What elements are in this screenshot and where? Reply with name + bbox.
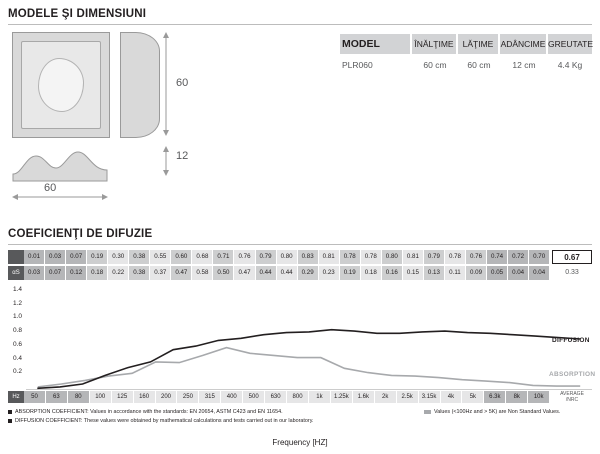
- frequency-cell: 8k: [506, 391, 528, 403]
- average-header: [552, 391, 592, 403]
- diffusion-value-cell: 0.76: [466, 250, 487, 264]
- footnote-diffusion: [8, 418, 314, 424]
- diffusion-value-cell: 0.68: [192, 250, 213, 264]
- product-side-shape: [120, 32, 160, 138]
- diffusion-value-cell: 0.83: [298, 250, 319, 264]
- model-cell-weight: 4.4 Kg: [557, 60, 583, 70]
- frequency-cell: 250: [177, 391, 199, 403]
- diffusion-value-cell: 0.30: [108, 250, 129, 264]
- footnote-diffusion-text: DIFFUSION COEFFICIENT: These values were obtained by mathematical calculations and tests carried out in our laboratory.: [15, 418, 314, 424]
- dimension-width-arrow: [12, 192, 108, 202]
- diffusion-value-cell: 0.74: [487, 250, 508, 264]
- diffusion-value-cell: 0.38: [129, 250, 150, 264]
- divider-coefficients: [8, 244, 592, 245]
- diffusion-value-cell: 0.76: [234, 250, 255, 264]
- frequency-cell: 1k: [309, 391, 331, 403]
- absorption-value-cell: 0.38: [129, 266, 150, 280]
- x-axis-title: Frequency [HZ]: [272, 438, 328, 447]
- absorption-cells: [24, 266, 550, 280]
- absorption-value-cell: 0.19: [340, 266, 361, 280]
- absorption-value-cell: 0.11: [445, 266, 466, 280]
- frequency-cell: 160: [134, 391, 156, 403]
- graph-curves-svg: [26, 284, 592, 390]
- footnote-absorption: [8, 409, 283, 415]
- dimension-depth-label: 12: [176, 150, 189, 162]
- diffusion-value-cell: 0.81: [403, 250, 424, 264]
- model-table: [340, 34, 592, 76]
- diffusion-value-cell: 0.07: [66, 250, 87, 264]
- absorption-row-label: αS: [8, 266, 24, 280]
- absorption-value-cell: 0.16: [382, 266, 403, 280]
- diffusion-value-cell: 0.71: [213, 250, 234, 264]
- diffusion-values-row: [8, 250, 592, 264]
- footnote-nonstandard: [424, 409, 560, 415]
- model-cell-width: 60 cm: [467, 60, 491, 70]
- diffusion-row-label: [8, 250, 24, 264]
- frequency-cell: 200: [156, 391, 178, 403]
- frequency-cell: 1.6k: [353, 391, 375, 403]
- absorption-value-cell: 0.12: [66, 266, 87, 280]
- diffusion-value-cell: 0.70: [529, 250, 550, 264]
- frequency-cell: 100: [90, 391, 112, 403]
- model-cell-height: 60 cm: [423, 60, 447, 70]
- frequency-cell: 400: [221, 391, 243, 403]
- product-side-view: [120, 32, 158, 136]
- diffusion-value-cell: 0.72: [508, 250, 529, 264]
- product-front-surface: [38, 58, 84, 112]
- y-axis-tick: 1.0: [12, 313, 22, 321]
- absorption-value-cell: 0.03: [24, 266, 45, 280]
- average-header-line2: /NRC: [565, 397, 579, 403]
- diffusion-value-cell: 0.80: [277, 250, 298, 264]
- absorption-value-cell: 0.23: [319, 266, 340, 280]
- diffusion-average: 0.67: [552, 250, 592, 264]
- absorption-value-cell: 0.15: [403, 266, 424, 280]
- diffusion-value-cell: 0.01: [24, 250, 45, 264]
- square-marker-icon: [8, 410, 12, 414]
- y-axis-tick: 1.4: [12, 286, 22, 293]
- absorption-value-cell: 0.05: [487, 266, 508, 280]
- coefficient-tables: [8, 250, 592, 282]
- table-row: [340, 54, 592, 76]
- diffusion-value-cell: 0.78: [340, 250, 361, 264]
- average-header-line1: AVERAGE: [560, 391, 584, 397]
- y-axis-tick: 0.6: [12, 340, 22, 348]
- diffusion-value-cell: 0.03: [45, 250, 66, 264]
- model-cell-name: PLR060: [342, 60, 373, 70]
- frequency-cell: 63: [46, 391, 68, 403]
- divider-models: [8, 24, 592, 25]
- frequency-cell: 2.5k: [397, 391, 419, 403]
- diffusion-value-cell: 0.79: [424, 250, 445, 264]
- absorption-value-cell: 0.47: [171, 266, 192, 280]
- frequency-cell: 125: [112, 391, 134, 403]
- diffusion-value-cell: 0.78: [361, 250, 382, 264]
- absorption-value-cell: 0.44: [277, 266, 298, 280]
- diffusion-cells: [24, 250, 550, 264]
- absorption-curve-label: ABSORPTION: [549, 371, 596, 378]
- absorption-value-cell: 0.47: [234, 266, 255, 280]
- absorption-value-cell: 0.13: [424, 266, 445, 280]
- frequency-cell: 50: [24, 391, 46, 403]
- coefficient-graph: [8, 284, 592, 390]
- absorption-value-cell: 0.44: [256, 266, 277, 280]
- model-table-header-width: LĂŢIME: [458, 34, 500, 54]
- product-front-inner: [21, 41, 101, 129]
- product-profile-view: [12, 148, 108, 182]
- dimension-height-arrow: [160, 32, 172, 136]
- frequency-cell: 6.3k: [484, 391, 506, 403]
- model-table-header-row: [340, 34, 592, 54]
- diffusion-value-cell: 0.19: [87, 250, 108, 264]
- diffusion-value-cell: 0.80: [382, 250, 403, 264]
- absorption-value-cell: 0.29: [298, 266, 319, 280]
- frequency-cell: 1.25k: [331, 391, 353, 403]
- frequency-cell: 3.15k: [419, 391, 441, 403]
- frequency-cell: 630: [265, 391, 287, 403]
- frequency-cells: [24, 391, 550, 403]
- diffusion-value-cell: 0.78: [445, 250, 466, 264]
- absorption-value-cell: 0.37: [150, 266, 171, 280]
- dimension-height-label: 60: [176, 77, 189, 89]
- dimension-depth-arrow: [160, 146, 172, 176]
- frequency-axis-row: [8, 391, 592, 403]
- section-title-models: MODELE ŞI DIMENSIUNI: [8, 8, 147, 20]
- frequency-cell: 800: [287, 391, 309, 403]
- frequency-cell: 500: [243, 391, 265, 403]
- frequency-cell: 80: [68, 391, 90, 403]
- absorption-value-cell: 0.50: [213, 266, 234, 280]
- absorption-value-cell: 0.09: [466, 266, 487, 280]
- footnote-absorption-text: ABSORPTION COEFFICIENT: Values in accordance with the standards: EN 20654, ASTM C423 and EN 11654.: [15, 409, 283, 415]
- footnote-nonstandard-text: Values (<100Hz and > 5K) are Non Standard Values.: [434, 409, 561, 415]
- diffusion-value-cell: 0.55: [150, 250, 171, 264]
- absorption-values-row: [8, 266, 592, 280]
- model-table-header-depth: ADÂNCIME: [500, 34, 548, 54]
- hz-label: Hz: [8, 391, 24, 403]
- product-profile-svg: [12, 148, 108, 182]
- model-table-header-weight: GREUTATE: [548, 39, 594, 49]
- grey-square-marker-icon: [424, 410, 431, 414]
- y-axis-labels: [8, 284, 24, 390]
- graph-plot-area: [26, 284, 592, 390]
- y-axis-tick: 1.2: [12, 299, 22, 307]
- dimension-width-label: 60: [44, 182, 57, 194]
- diffusion-value-cell: 0.60: [171, 250, 192, 264]
- absorption-value-cell: 0.18: [361, 266, 382, 280]
- absorption-value-cell: 0.04: [508, 266, 529, 280]
- diffusion-value-cell: 0.79: [256, 250, 277, 264]
- model-table-header-height: ÎNĂLŢIME: [412, 34, 458, 54]
- absorption-value-cell: 0.18: [87, 266, 108, 280]
- absorption-value-cell: 0.07: [45, 266, 66, 280]
- section-title-coefficients: COEFICIENŢI DE DIFUZIE: [8, 228, 153, 240]
- square-marker-icon: [8, 419, 12, 423]
- frequency-cell: 10k: [528, 391, 550, 403]
- y-axis-tick: 0.2: [12, 368, 22, 376]
- model-cell-depth: 12 cm: [512, 60, 536, 70]
- product-front-view: [12, 32, 110, 138]
- frequency-cell: 5k: [462, 391, 484, 403]
- diffusion-curve-label: DIFFUSION: [552, 337, 590, 344]
- frequency-cell: 4k: [441, 391, 463, 403]
- absorption-value-cell: 0.22: [108, 266, 129, 280]
- y-axis-tick: 0.8: [12, 327, 22, 335]
- y-axis-tick: 0.4: [12, 354, 22, 362]
- absorption-value-cell: 0.04: [529, 266, 550, 280]
- diffusion-value-cell: 0.81: [319, 250, 340, 264]
- model-table-header-model: MODEL: [340, 34, 412, 54]
- frequency-cell: 2k: [375, 391, 397, 403]
- absorption-average: 0.33: [552, 266, 592, 280]
- absorption-value-cell: 0.58: [192, 266, 213, 280]
- frequency-cell: 315: [199, 391, 221, 403]
